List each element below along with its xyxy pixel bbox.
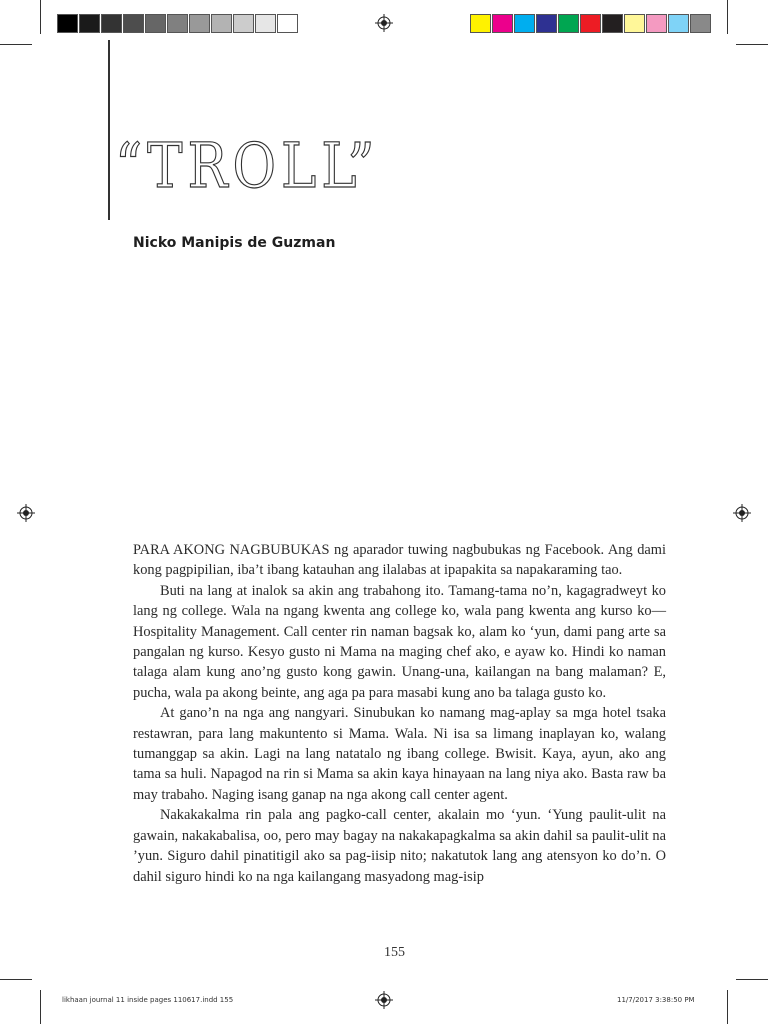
calibration-swatch bbox=[101, 14, 122, 33]
paragraph: Nakakakalma rin pala ang pagko-call center, akalain mo ‘yun. ‘Yung paulit-ulit na gawain, nakakabalisa, oo, pero may bagay na nakakapagkalma sa akin dahil sa paulit-ulit na ’yun. Siguro dahil pinatitigil ako sa pag-iisip nito; nakatutok lang ang atensyon ko do’n. O dahil siguro hindi ko na nga kailangang masyadong mag-isip bbox=[133, 807, 666, 885]
calibration-swatch bbox=[189, 14, 210, 33]
registration-mark-icon bbox=[17, 504, 35, 522]
calibration-swatch bbox=[255, 14, 276, 33]
registration-mark-icon bbox=[733, 504, 751, 522]
calibration-swatch bbox=[123, 14, 144, 33]
calibration-swatch bbox=[624, 14, 645, 33]
timestamp-slug: 11/7/2017 3:38:50 PM bbox=[617, 996, 695, 1004]
calibration-swatch bbox=[602, 14, 623, 33]
paragraph: At gano’n na nga ang nangyari. Sinubukan ko namang mag-aplay sa mga hotel tsaka restawran, para lang makuntento si Mama. Wala. Ni isa sa limang inaplayan ko, walang tumanggap sa akin. Lagi na lang natatalo ng ibang college. Bwisit. Kaya, ayun, ako ang tama sa huli. Napagod na rin si Mama sa akin kaya hinayaan na lang niya ako. Basta raw ba may trabaho. Naging isang ganap na nga akong call center agent. bbox=[133, 705, 666, 803]
calibration-swatch bbox=[646, 14, 667, 33]
calibration-swatch bbox=[470, 14, 491, 33]
file-slug: likhaan journal 11 inside pages 110617.indd 155 bbox=[62, 996, 234, 1004]
paragraph: PARA AKONG NAGBUBUKAS ng aparador tuwing nagbubukas ng Facebook. Ang dami kong pagpipilian, iba’t ibang katauhan ang ilalabas at ipapakita sa napakaraming tao. bbox=[133, 542, 666, 579]
calibration-swatch bbox=[668, 14, 689, 33]
crop-mark bbox=[0, 44, 32, 45]
crop-mark bbox=[736, 979, 768, 980]
crop-mark bbox=[727, 990, 728, 1024]
crop-mark bbox=[40, 990, 41, 1024]
calibration-swatch bbox=[536, 14, 557, 33]
story-body bbox=[133, 540, 666, 887]
registration-mark-icon bbox=[375, 14, 393, 32]
calibration-swatch bbox=[580, 14, 601, 33]
calibration-swatch bbox=[690, 14, 711, 33]
page-number: 155 bbox=[384, 945, 405, 960]
paragraph: Buti na lang at inalok sa akin ang trabahong ito. Tamang-tama no’n, kagagradweyt ko lang ng college. Wala na ngang kwenta ang college ko, wala pang kwenta ang kurso ko—Hospitality Management. Call center rin naman bagsak ko, alam ko ‘yun, dami pang arte sa pangalan ng kurso. Kesyo gusto ni Mama na maging chef ako, e ayaw ko. Hindi ko naman talaga alam kung ano’ng gusto kong gawin. Unang-una, kailangan na bang malaman? E, pucha, wala pa akong beinte, ang aga pa para masabi kung ano ba talaga gusto ko. bbox=[133, 582, 666, 701]
calibration-swatch bbox=[492, 14, 513, 33]
calibration-swatch bbox=[558, 14, 579, 33]
calibration-swatch bbox=[233, 14, 254, 33]
calibration-swatch bbox=[167, 14, 188, 33]
calibration-swatch bbox=[277, 14, 298, 33]
author-name: Nicko Manipis de Guzman bbox=[133, 235, 336, 251]
calibration-swatch bbox=[57, 14, 78, 33]
crop-mark bbox=[40, 0, 41, 34]
calibration-swatch bbox=[79, 14, 100, 33]
title-rule bbox=[108, 40, 110, 220]
crop-mark bbox=[727, 0, 728, 34]
grayscale-calibration-bar bbox=[57, 14, 299, 33]
calibration-swatch bbox=[211, 14, 232, 33]
registration-mark-icon bbox=[375, 991, 393, 1009]
calibration-swatch bbox=[145, 14, 166, 33]
crop-mark bbox=[736, 44, 768, 45]
crop-mark bbox=[0, 979, 32, 980]
story-title: “TROLL” bbox=[115, 129, 380, 202]
calibration-swatch bbox=[514, 14, 535, 33]
color-calibration-bar bbox=[470, 14, 712, 33]
